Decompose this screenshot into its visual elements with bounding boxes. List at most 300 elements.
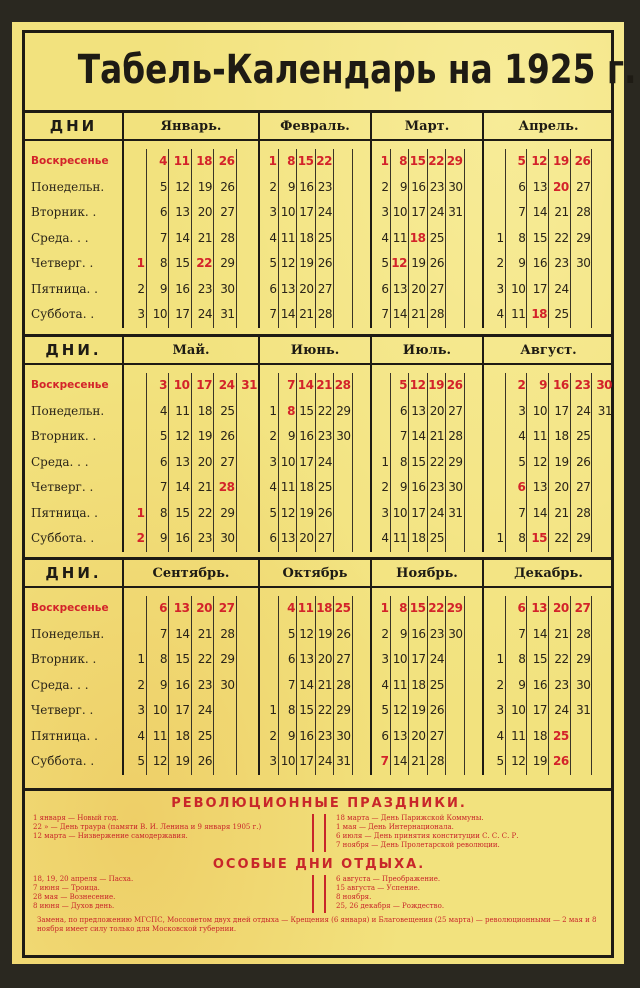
- date-cell: 16: [532, 256, 548, 270]
- date-cell: 27: [336, 652, 351, 666]
- date-cell: [214, 749, 236, 775]
- date-cell: 9: [518, 256, 526, 270]
- date-cell: 1: [269, 703, 277, 717]
- date-cell: 8: [287, 703, 295, 717]
- week-column: [408, 596, 427, 775]
- date-cell: 23: [574, 378, 591, 392]
- day-label: Пятница. .: [31, 728, 98, 743]
- date-cell: [465, 698, 483, 724]
- day-label: Вторник. .: [31, 429, 97, 443]
- date-cell: 24: [317, 205, 332, 219]
- date-cell: 25: [429, 230, 444, 245]
- date-cell: [124, 175, 146, 201]
- date-cell: 10: [392, 652, 407, 666]
- day-label: Вторник. .: [31, 652, 97, 666]
- month-name: Апрель.: [482, 113, 613, 139]
- date-cell: 27: [576, 179, 591, 194]
- date-cell: 27: [576, 480, 591, 494]
- date-cell: [237, 724, 259, 750]
- date-cell: [124, 399, 146, 425]
- day-label: Четверг. .: [31, 256, 94, 270]
- date-cell: 24: [576, 403, 591, 418]
- date-cell: 3: [381, 205, 389, 219]
- date-cell: 30: [596, 378, 613, 392]
- date-cell: 31: [448, 505, 463, 520]
- week-column: [352, 596, 371, 775]
- date-cell: 2: [269, 429, 277, 443]
- date-cell: 19: [411, 703, 426, 717]
- date-cell: 18: [411, 677, 426, 692]
- date-cell: [372, 373, 390, 399]
- date-cell: 21: [299, 307, 314, 321]
- date-cell: [334, 226, 352, 252]
- revolutionary-holidays-right: [336, 814, 605, 852]
- date-cell: 23: [429, 179, 444, 194]
- date-cell: 13: [280, 531, 295, 545]
- week-column: [464, 373, 483, 552]
- week-column: [570, 373, 592, 552]
- date-cell: 9: [159, 677, 167, 692]
- week-column: [278, 596, 297, 775]
- date-cell: [237, 399, 259, 425]
- date-cell: 14: [392, 307, 407, 321]
- month-name: Июль.: [370, 337, 482, 363]
- date-cell: [237, 424, 259, 450]
- date-cell: 23: [429, 626, 444, 641]
- date-cell: 17: [175, 307, 190, 321]
- date-cell: [592, 622, 613, 648]
- date-cell: 20: [552, 179, 569, 194]
- date-cell: [484, 175, 505, 201]
- date-cell: 30: [336, 728, 351, 743]
- date-cell: 15: [299, 703, 314, 717]
- date-cell: [446, 251, 464, 277]
- date-cell: 26: [574, 154, 591, 168]
- date-cell: 17: [299, 454, 314, 469]
- date-cell: [237, 175, 259, 201]
- date-cell: 3: [137, 307, 145, 321]
- date-cell: 17: [411, 652, 426, 666]
- date-cell: 1: [381, 454, 389, 469]
- date-cell: [334, 526, 352, 552]
- week-column: [372, 596, 390, 775]
- date-cell: 28: [220, 626, 235, 641]
- date-cell: 15: [531, 531, 548, 545]
- rest-days-left: [33, 875, 302, 913]
- date-cell: 16: [411, 626, 426, 641]
- date-cell: 24: [429, 652, 444, 666]
- date-cell: 6: [517, 480, 526, 494]
- date-cell: 13: [175, 205, 190, 219]
- date-cell: 6: [269, 281, 277, 296]
- date-cell: [484, 373, 505, 399]
- date-cell: 19: [552, 154, 569, 168]
- date-cell: 17: [554, 403, 569, 418]
- date-cell: [571, 302, 592, 328]
- date-cell: 13: [392, 728, 407, 743]
- date-cell: 29: [336, 403, 351, 418]
- date-cell: [465, 749, 483, 775]
- date-cell: 7: [159, 480, 167, 494]
- date-cell: 18: [532, 728, 548, 743]
- date-cell: [446, 673, 464, 699]
- date-cell: 28: [576, 205, 591, 219]
- calendar-block: [25, 557, 613, 775]
- date-cell: [260, 673, 278, 699]
- date-cell: [465, 724, 483, 750]
- days-header: ДНИ: [49, 117, 98, 135]
- month-grid: [370, 141, 482, 328]
- date-cell: 29: [576, 531, 591, 545]
- date-cell: 12: [175, 179, 190, 194]
- date-cell: 27: [317, 281, 332, 296]
- week-column: [427, 149, 446, 328]
- date-cell: 15: [409, 601, 426, 615]
- date-cell: 17: [299, 754, 314, 768]
- date-cell: 1: [496, 230, 504, 245]
- week-column: [315, 373, 334, 552]
- date-cell: 26: [429, 703, 444, 717]
- month-name: Февраль.: [258, 113, 370, 139]
- date-cell: 3: [496, 281, 504, 296]
- date-cell: 8: [399, 154, 407, 168]
- date-cell: 9: [287, 728, 295, 743]
- date-cell: 10: [392, 505, 407, 520]
- week-column: [296, 149, 315, 328]
- month-grid: [370, 588, 482, 775]
- date-cell: 28: [429, 754, 444, 768]
- date-cell: 18: [316, 601, 332, 615]
- date-cell: 6: [518, 179, 526, 194]
- date-cell: 29: [576, 230, 591, 245]
- month-name: Август.: [482, 337, 613, 363]
- date-cell: 21: [197, 480, 212, 494]
- date-cell: [446, 277, 464, 303]
- week-column: [146, 373, 169, 552]
- date-cell: 13: [531, 601, 548, 615]
- date-cell: 17: [299, 205, 314, 219]
- date-cell: 30: [220, 281, 235, 296]
- date-cell: [124, 450, 146, 476]
- date-cell: 26: [552, 754, 569, 768]
- date-cell: [353, 200, 371, 226]
- date-cell: 29: [220, 652, 235, 666]
- week-column: [333, 149, 352, 328]
- divider: [312, 814, 326, 852]
- date-cell: 20: [299, 281, 314, 296]
- week-column: [484, 149, 505, 328]
- date-cell: 28: [336, 677, 351, 692]
- month-grid: [122, 141, 258, 328]
- date-cell: 10: [280, 454, 295, 469]
- date-cell: 6: [269, 531, 277, 545]
- holiday-entry: 1 мая — День Интернационала.: [336, 823, 454, 831]
- date-cell: 25: [334, 601, 351, 615]
- date-cell: 10: [280, 754, 295, 768]
- date-cell: 15: [175, 256, 190, 270]
- days-header: ДНИ.: [45, 564, 102, 582]
- date-cell: 16: [299, 429, 314, 443]
- holidays-section: [25, 788, 613, 957]
- date-cell: [446, 698, 464, 724]
- week-column: [591, 149, 613, 328]
- date-cell: 2: [496, 256, 504, 270]
- date-cell: [214, 698, 236, 724]
- date-cell: 23: [554, 677, 569, 692]
- date-cell: 16: [175, 281, 190, 296]
- date-cell: [592, 526, 613, 552]
- date-cell: 14: [299, 677, 314, 692]
- date-cell: [484, 424, 505, 450]
- date-cell: [334, 251, 352, 277]
- day-label: Воскресенье: [31, 602, 109, 614]
- date-cell: 24: [197, 307, 212, 321]
- date-cell: 1: [137, 652, 145, 666]
- date-cell: [237, 622, 259, 648]
- date-cell: 12: [409, 378, 426, 392]
- date-cell: 20: [317, 652, 332, 666]
- date-cell: 13: [173, 601, 190, 615]
- date-cell: [334, 302, 352, 328]
- date-cell: 3: [269, 205, 277, 219]
- date-cell: 7: [287, 378, 295, 392]
- week-column: [548, 373, 570, 552]
- date-cell: [465, 622, 483, 648]
- date-cell: 24: [218, 378, 235, 392]
- revolutionary-holidays-heading: РЕВОЛЮЦИОННЫЕ ПРАЗДНИКИ.: [171, 796, 467, 811]
- date-cell: [124, 149, 146, 175]
- calendar-block: [25, 334, 613, 552]
- date-cell: 29: [446, 601, 463, 615]
- day-label: Суббота. .: [31, 307, 95, 321]
- date-cell: 4: [381, 677, 389, 692]
- date-cell: [592, 724, 613, 750]
- date-cell: 30: [336, 429, 351, 443]
- date-cell: 8: [518, 230, 526, 245]
- date-cell: 20: [429, 403, 444, 418]
- date-cell: 20: [554, 480, 569, 494]
- date-cell: 29: [576, 652, 591, 666]
- day-labels: [25, 373, 122, 552]
- date-cell: [334, 450, 352, 476]
- date-cell: 16: [299, 179, 314, 194]
- date-cell: [446, 302, 464, 328]
- date-cell: [237, 647, 259, 673]
- date-cell: 23: [197, 677, 212, 692]
- day-label: Суббота. .: [31, 754, 95, 768]
- date-cell: 30: [220, 677, 235, 692]
- month-grid: [482, 365, 613, 552]
- month-name: Октябрь: [258, 560, 370, 586]
- date-cell: [124, 226, 146, 252]
- date-cell: [353, 749, 371, 775]
- date-cell: 7: [287, 677, 295, 692]
- date-cell: 23: [197, 531, 212, 545]
- date-cell: 2: [269, 728, 277, 743]
- date-cell: [353, 450, 371, 476]
- date-cell: [592, 673, 613, 699]
- week-column: [390, 149, 409, 328]
- date-cell: 30: [576, 677, 591, 692]
- date-cell: 5: [159, 179, 167, 194]
- day-labels: [25, 596, 122, 775]
- date-cell: [465, 302, 483, 328]
- date-cell: 21: [197, 626, 212, 641]
- calendar-title: Табель-Календарь на 1925 г.: [77, 47, 637, 93]
- date-cell: 23: [317, 179, 332, 194]
- date-cell: 24: [429, 505, 444, 520]
- date-cell: [465, 450, 483, 476]
- date-cell: 23: [317, 429, 332, 443]
- date-cell: [237, 450, 259, 476]
- date-cell: 22: [316, 154, 332, 168]
- date-cell: 1: [380, 154, 389, 168]
- date-cell: 28: [576, 505, 591, 520]
- date-cell: [260, 596, 278, 622]
- date-cell: 7: [380, 754, 389, 768]
- date-cell: 18: [531, 307, 548, 321]
- date-cell: [353, 149, 371, 175]
- date-cell: 3: [269, 754, 277, 768]
- date-cell: 28: [218, 480, 235, 494]
- date-cell: 2: [381, 626, 389, 641]
- date-cell: [353, 526, 371, 552]
- date-cell: 28: [334, 378, 351, 392]
- day-label: Среда. . .: [31, 677, 89, 692]
- date-cell: [124, 475, 146, 501]
- date-cell: 10: [511, 281, 526, 296]
- month-grid: [258, 588, 370, 775]
- week-column: [168, 373, 191, 552]
- month-name: Июнь.: [258, 337, 370, 363]
- date-cell: 15: [532, 230, 548, 245]
- date-cell: 7: [381, 307, 389, 321]
- date-cell: 31: [336, 754, 351, 768]
- week-column: [124, 149, 146, 328]
- month-name: Январь.: [122, 113, 258, 139]
- date-cell: 4: [269, 480, 277, 494]
- date-cell: [465, 200, 483, 226]
- date-cell: 21: [316, 378, 332, 392]
- date-cell: 13: [175, 454, 190, 469]
- date-cell: 30: [448, 179, 463, 194]
- week-column: [484, 373, 505, 552]
- block-body: [25, 588, 613, 775]
- date-cell: [237, 501, 259, 527]
- date-cell: 7: [159, 626, 167, 641]
- date-cell: 6: [287, 652, 295, 666]
- date-cell: 18: [554, 429, 569, 443]
- week-column: [484, 596, 505, 775]
- date-cell: 25: [429, 677, 444, 692]
- date-cell: 22: [317, 703, 332, 717]
- date-cell: [465, 475, 483, 501]
- date-cell: 14: [297, 378, 314, 392]
- date-cell: 10: [152, 307, 167, 321]
- date-cell: [237, 302, 259, 328]
- date-cell: 11: [173, 154, 190, 168]
- date-cell: 15: [175, 652, 190, 666]
- day-label: Среда. . .: [31, 230, 89, 245]
- holiday-entry: 8 июня — Духов день.: [33, 902, 115, 910]
- date-cell: 15: [409, 154, 426, 168]
- date-cell: 6: [381, 728, 389, 743]
- date-cell: [571, 277, 592, 303]
- date-cell: [465, 373, 483, 399]
- date-cell: [353, 175, 371, 201]
- date-cell: 24: [317, 754, 332, 768]
- date-cell: 24: [554, 281, 569, 296]
- date-cell: [592, 424, 613, 450]
- date-cell: 19: [197, 429, 212, 443]
- date-cell: [465, 399, 483, 425]
- week-column: [191, 149, 214, 328]
- date-cell: 13: [411, 403, 426, 418]
- date-cell: 1: [136, 505, 145, 520]
- date-cell: 4: [159, 154, 167, 168]
- date-cell: 3: [518, 403, 526, 418]
- date-cell: 26: [576, 454, 591, 469]
- date-cell: 19: [317, 626, 332, 641]
- date-cell: 12: [392, 703, 407, 717]
- date-cell: 26: [197, 754, 212, 768]
- date-cell: 18: [175, 728, 190, 743]
- date-cell: [353, 724, 371, 750]
- holiday-entry: 18 марта — День Парижской Коммуны.: [336, 814, 484, 822]
- date-cell: [353, 251, 371, 277]
- date-cell: 12: [175, 429, 190, 443]
- date-cell: 4: [287, 601, 295, 615]
- date-cell: 20: [299, 531, 314, 545]
- date-cell: 12: [280, 256, 295, 270]
- date-cell: [353, 475, 371, 501]
- week-column: [526, 596, 548, 775]
- date-cell: 28: [317, 307, 332, 321]
- week-column: [236, 149, 259, 328]
- date-cell: 12: [152, 754, 167, 768]
- date-cell: 3: [137, 703, 145, 717]
- date-cell: [484, 149, 505, 175]
- date-cell: [465, 526, 483, 552]
- date-cell: 22: [428, 601, 444, 615]
- block-header: [25, 337, 613, 365]
- date-cell: [260, 622, 278, 648]
- date-cell: [334, 501, 352, 527]
- day-label: Среда. . .: [31, 454, 89, 469]
- date-cell: 21: [317, 677, 332, 692]
- date-cell: 8: [518, 652, 526, 666]
- week-column: [445, 596, 464, 775]
- date-cell: 13: [299, 652, 314, 666]
- holiday-entry: 22 » — День траура (памяти В. И. Ленина и 9 января 1905 г.): [33, 823, 262, 831]
- date-cell: [334, 475, 352, 501]
- date-cell: 12: [531, 154, 548, 168]
- date-cell: 4: [496, 307, 504, 321]
- date-cell: [446, 526, 464, 552]
- date-cell: [353, 424, 371, 450]
- date-cell: 25: [429, 531, 444, 545]
- date-cell: [592, 749, 613, 775]
- date-cell: 18: [411, 531, 426, 545]
- date-cell: 22: [554, 652, 569, 666]
- week-column: [427, 373, 446, 552]
- holiday-entry: 1 января — Новый год.: [33, 814, 119, 822]
- date-cell: 4: [518, 429, 526, 443]
- week-column: [333, 373, 352, 552]
- date-cell: [237, 475, 259, 501]
- holiday-entry: 7 июня — Троица.: [33, 884, 100, 892]
- month-grid: [482, 141, 613, 328]
